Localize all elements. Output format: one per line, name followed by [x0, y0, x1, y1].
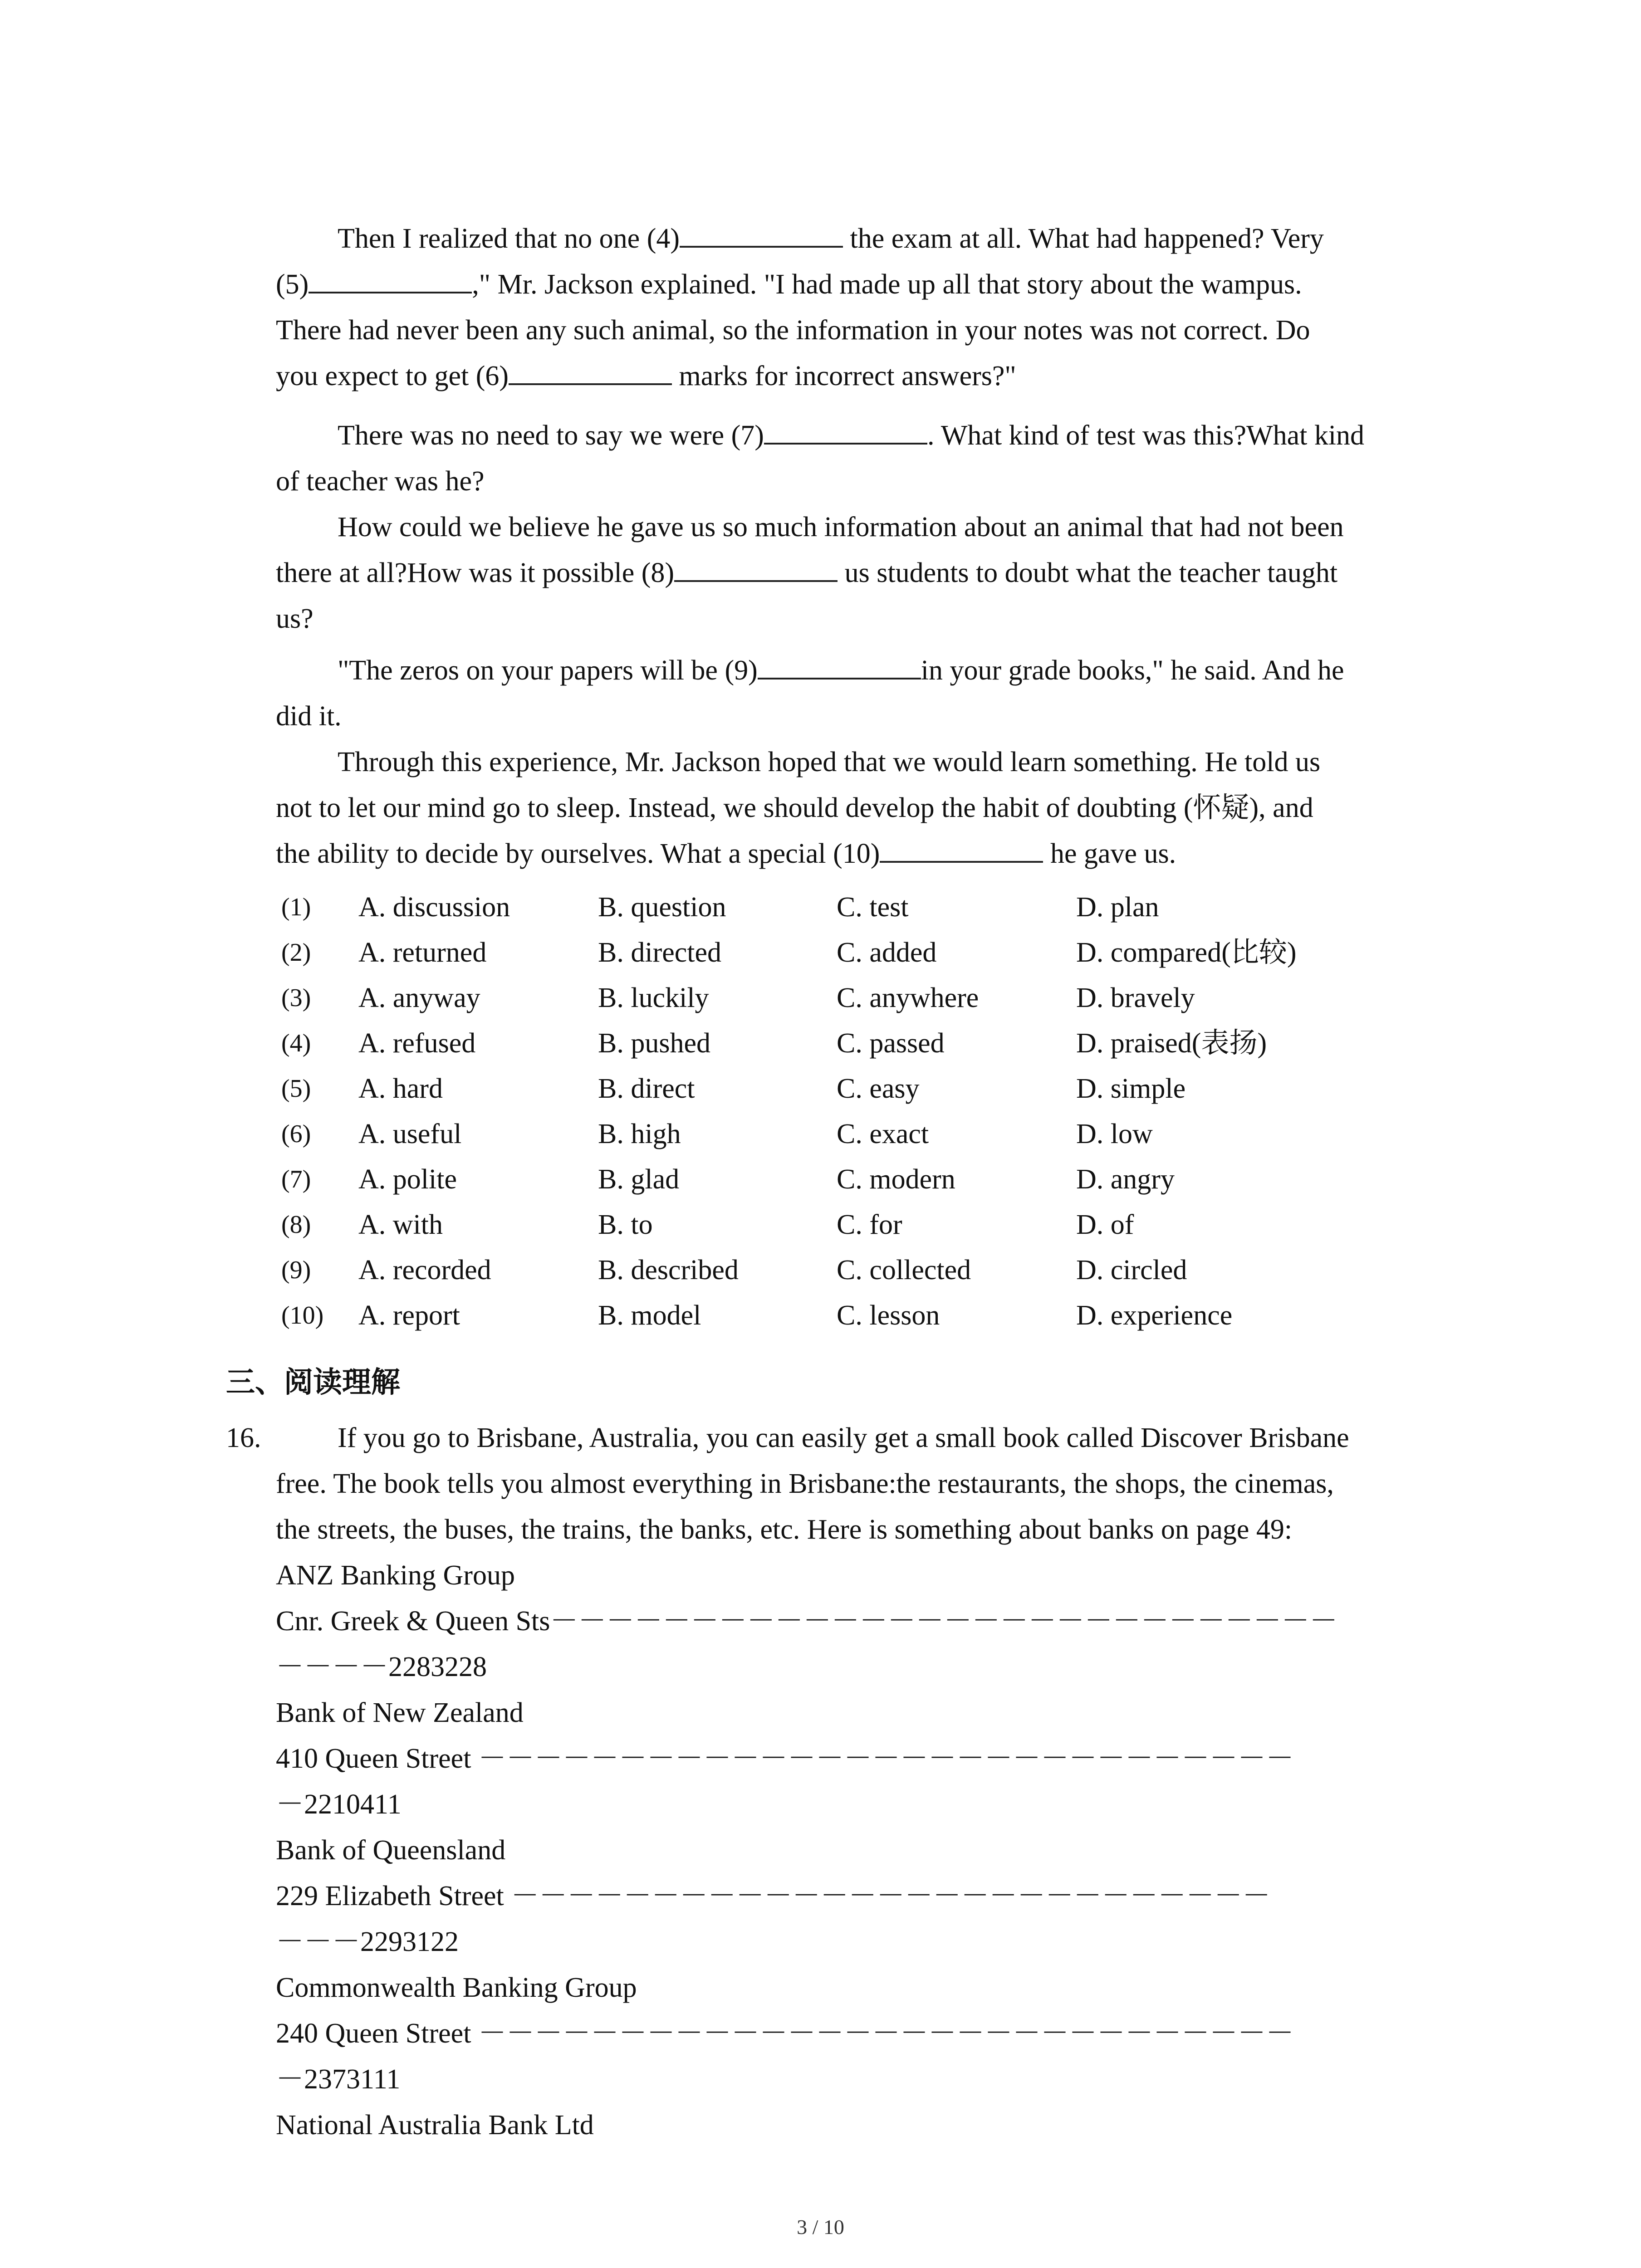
- text: Through this experience, Mr. Jackson hoped that we would learn something. He told us: [338, 747, 1321, 777]
- page-number: 3 / 10: [797, 2215, 844, 2239]
- option-d: D. low: [1076, 1119, 1153, 1149]
- paragraph-2: [276, 413, 1455, 504]
- bank-phone: 2373111: [304, 2064, 401, 2095]
- bank-address: 410 Queen Street: [276, 1743, 478, 1774]
- paragraph-1: [276, 216, 1455, 399]
- option-a: A. polite: [358, 1164, 457, 1195]
- option-d: D. angry: [1076, 1164, 1175, 1195]
- option-a: A. report: [358, 1300, 460, 1331]
- option-a: A. with: [358, 1209, 443, 1240]
- question-16-text: [276, 1415, 1455, 2148]
- question-number: (2): [281, 938, 311, 967]
- paragraph-4: [276, 648, 1455, 739]
- blank-6: [509, 357, 672, 385]
- option-d: D. compared(比较): [1076, 937, 1297, 968]
- option-d: D. bravely: [1076, 982, 1195, 1013]
- question-number: (10): [281, 1301, 324, 1330]
- dash-leader: －－－－－－－－－－－－－－－－－－－－－－－－－－－－－: [478, 1743, 1294, 1774]
- option-c: C. added: [837, 937, 937, 968]
- question-number: (9): [281, 1256, 311, 1284]
- bank-name: Bank of Queensland: [276, 1835, 506, 1866]
- option-d: D. plan: [1076, 892, 1159, 923]
- question-number: (6): [281, 1120, 311, 1148]
- blank-5: [309, 265, 472, 293]
- option-a: A. useful: [358, 1119, 462, 1149]
- option-c: C. anywhere: [837, 982, 979, 1013]
- option-d: D. simple: [1076, 1073, 1186, 1104]
- option-c: C. exact: [837, 1119, 929, 1149]
- option-c: C. easy: [837, 1073, 920, 1104]
- blank-4: [680, 220, 843, 248]
- text: you expect to get (6): [276, 361, 509, 391]
- option-d: D. experience: [1076, 1300, 1233, 1331]
- option-a: A. anyway: [358, 982, 480, 1013]
- question-number: (3): [281, 984, 311, 1012]
- option-b: B. to: [598, 1209, 653, 1240]
- section-title: 三、阅读理解: [226, 1366, 400, 1399]
- option-d: D. circled: [1076, 1255, 1187, 1286]
- option-b: B. described: [598, 1255, 739, 1286]
- option-c: C. for: [837, 1209, 902, 1240]
- text: (5): [276, 269, 309, 300]
- text: the ability to decide by ourselves. What a special (10): [276, 838, 880, 869]
- question-number: (1): [281, 893, 311, 921]
- text: not to let our mind go to sleep. Instead, we should develop the habit of doubting (怀疑), and: [276, 792, 1313, 823]
- option-c: C. collected: [837, 1255, 971, 1286]
- option-c: C. passed: [837, 1028, 945, 1059]
- bank-phone: 2283228: [388, 1652, 487, 1682]
- option-c: C. test: [837, 892, 909, 923]
- text: did it.: [276, 701, 342, 732]
- blank-10: [880, 835, 1043, 863]
- bank-address: Cnr. Greek & Queen Sts: [276, 1606, 550, 1637]
- option-b: B. model: [598, 1300, 701, 1331]
- dash-leader: －－－－－－－－－－－－－－－－－－－－－－－－－－－－－: [478, 2018, 1294, 2049]
- text: How could we believe he gave us so much information about an animal that had not been: [338, 512, 1344, 543]
- question-number: (7): [281, 1165, 311, 1193]
- dash-leader: －: [276, 2064, 304, 2095]
- paragraph-3: [276, 504, 1455, 642]
- dash-leader: －－－－－－－－－－－－－－－－－－－－－－－－－－－: [511, 1881, 1271, 1911]
- bank-address: 240 Queen Street: [276, 2018, 478, 2049]
- text: There had never been any such animal, so the information in your notes was not correct. Do: [276, 315, 1310, 346]
- option-a: A. refused: [358, 1028, 476, 1059]
- bank-name: Commonwealth Banking Group: [276, 1972, 637, 2003]
- option-b: B. glad: [598, 1164, 680, 1195]
- text: There was no need to say we were (7): [338, 420, 764, 451]
- question-number-16: 16.: [226, 1422, 261, 1453]
- text: the streets, the buses, the trains, the banks, etc. Here is something about banks on page 49:: [276, 1514, 1293, 1545]
- question-number: (8): [281, 1211, 311, 1239]
- option-b: B. directed: [598, 937, 722, 968]
- dash-leader: －－－－－－－－－－－－－－－－－－－－－－－－－－－－: [550, 1606, 1338, 1637]
- option-a: A. recorded: [358, 1255, 491, 1286]
- dash-leader: －－－: [276, 1926, 361, 1957]
- option-b: B. pushed: [598, 1028, 710, 1059]
- option-d: D. of: [1076, 1209, 1134, 1240]
- bank-phone: 2210411: [304, 1789, 402, 1820]
- question-number: (4): [281, 1029, 311, 1057]
- text: of teacher was he?: [276, 466, 485, 497]
- option-a: A. returned: [358, 937, 487, 968]
- bank-address: 229 Elizabeth Street: [276, 1881, 511, 1911]
- option-d: D. praised(表扬): [1076, 1028, 1267, 1059]
- paragraph-5: [276, 739, 1455, 877]
- option-a: A. discussion: [358, 892, 510, 923]
- blank-9: [758, 651, 921, 679]
- option-b: B. question: [598, 892, 726, 923]
- text: us students to doubt what the teacher taught: [838, 557, 1338, 588]
- text: us?: [276, 603, 314, 634]
- text: If you go to Brisbane, Australia, you can easily get a small book called Discover Brisbane: [338, 1422, 1349, 1453]
- text: in your grade books," he said. And he: [921, 655, 1344, 686]
- option-c: C. lesson: [837, 1300, 940, 1331]
- text: ," Mr. Jackson explained. "I had made up all that story about the wampus.: [472, 269, 1302, 300]
- dash-leader: －: [276, 1789, 304, 1820]
- option-a: A. hard: [358, 1073, 443, 1104]
- bank-name: Bank of New Zealand: [276, 1697, 524, 1728]
- text: marks for incorrect answers?": [672, 361, 1016, 391]
- option-c: C. modern: [837, 1164, 955, 1195]
- dash-leader: －－－－: [276, 1652, 389, 1682]
- blank-7: [764, 416, 927, 445]
- text: Then I realized that no one (4): [338, 223, 680, 254]
- bank-name: National Australia Bank Ltd: [276, 2110, 594, 2141]
- text: there at all?How was it possible (8): [276, 557, 675, 588]
- bank-name: ANZ Banking Group: [276, 1560, 515, 1591]
- text: . What kind of test was this?What kind: [927, 420, 1365, 451]
- blank-8: [674, 554, 838, 582]
- text: "The zeros on your papers will be (9): [338, 655, 758, 686]
- text: he gave us.: [1043, 838, 1176, 869]
- text: free. The book tells you almost everything in Brisbane:the restaurants, the shops, the cinemas,: [276, 1468, 1334, 1499]
- text: the exam at all. What had happened? Very: [843, 223, 1324, 254]
- question-number: (5): [281, 1075, 311, 1103]
- option-b: B. direct: [598, 1073, 695, 1104]
- option-b: B. high: [598, 1119, 681, 1149]
- bank-phone: 2293122: [360, 1926, 459, 1957]
- option-b: B. luckily: [598, 982, 709, 1013]
